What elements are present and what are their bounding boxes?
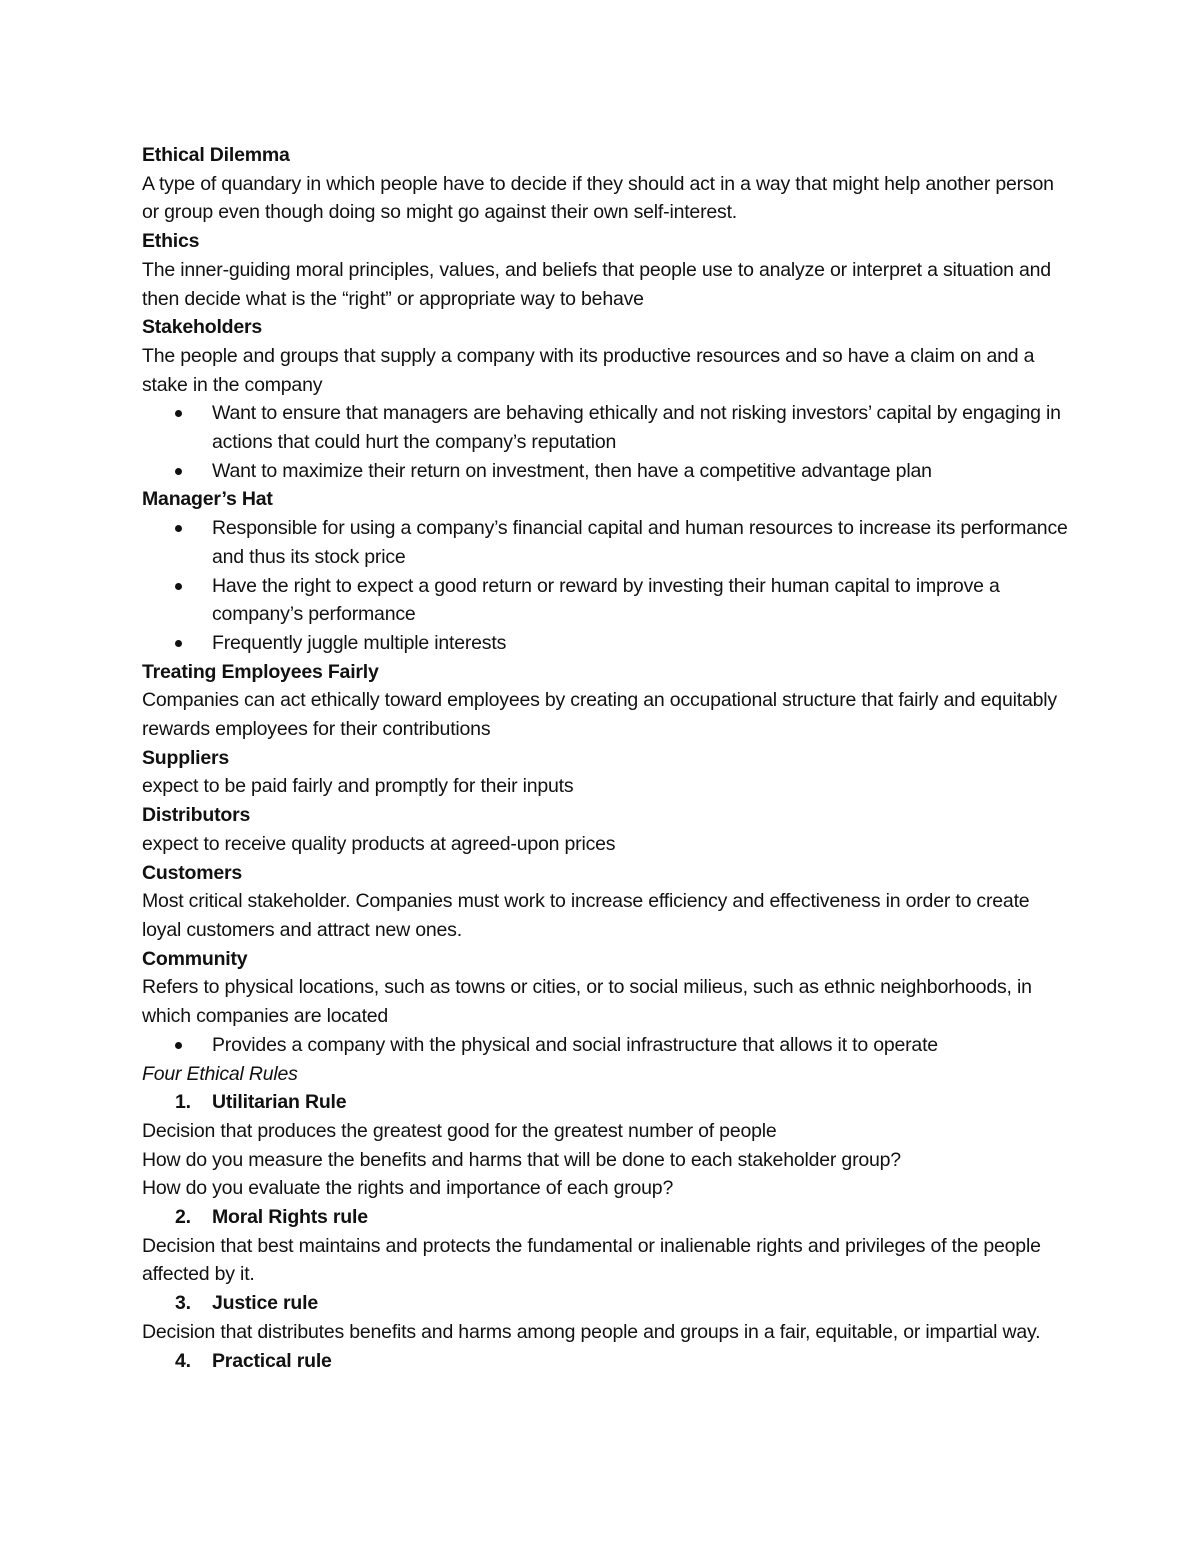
numbered-item-justice — [142, 1289, 1072, 1318]
rule-description: Decision that distributes benefits and harms among people and groups in a fair, equitable, or impartial way. — [142, 1320, 1041, 1343]
definition-treating-employees: Companies can act ethically toward employees by creating an occupational structure that fairly and equitably rewards employees for their contributions — [142, 689, 1057, 741]
heading-stakeholders: Stakeholders — [142, 316, 263, 339]
list-number: 1. — [175, 1091, 191, 1114]
heading-ethical-dilemma: Ethical Dilemma — [142, 144, 290, 166]
heading-distributors: Distributors — [142, 804, 251, 827]
heading-community: Community — [142, 947, 248, 970]
definition-stakeholders: The people and groups that supply a company with its productive resources and so have a claim on and a stake in the company — [142, 344, 1035, 396]
rule-title: Moral Rights rule — [212, 1206, 368, 1229]
definition-suppliers: expect to be paid fairly and promptly for their inputs — [142, 775, 574, 798]
definition-ethics: The inner-guiding moral principles, values, and beliefs that people use to analyze or interpret a situation and then decide what is the “right” or appropriate way to behave — [142, 258, 1051, 310]
definition-customers: Most critical stakeholder. Companies must work to increase efficiency and effectiveness in order to create loyal customers and attract new ones. — [142, 890, 1030, 941]
rule-title: Justice rule — [212, 1292, 318, 1315]
bullet-item: Want to maximize their return on investment, then have a competitive advantage plan — [142, 457, 1072, 486]
bullet-item: Frequently juggle multiple interests — [142, 629, 1072, 658]
bullet-item: Provides a company with the physical and social infrastructure that allows it to operate — [142, 1031, 1072, 1060]
bullet-item: Have the right to expect a good return or reward by investing their human capital to improve a company’s performance — [142, 572, 1072, 629]
rule-description: How do you measure the benefits and harms that will be done to each stakeholder group? — [142, 1148, 901, 1171]
definition-ethical-dilemma: A type of quandary in which people have to decide if they should act in a way that might help another person or group even though doing so might go against their own self-interest. — [142, 172, 1054, 224]
rule-title: Utilitarian Rule — [212, 1091, 347, 1114]
heading-four-ethical-rules: Four Ethical Rules — [142, 1062, 298, 1085]
rule-description: How do you evaluate the rights and importance of each group? — [142, 1177, 674, 1200]
list-number: 4. — [175, 1349, 191, 1372]
list-number: 3. — [175, 1292, 191, 1315]
numbered-item-practical — [142, 1347, 1072, 1376]
numbered-item-utilitarian — [142, 1088, 1072, 1117]
heading-treating-employees: Treating Employees Fairly — [142, 660, 379, 683]
definition-community: Refers to physical locations, such as towns or cities, or to social milieus, such as ethnic neighborhoods, in which companies are located — [142, 976, 1032, 1028]
bullet-item: Want to ensure that managers are behaving ethically and not risking investors’ capital by engaging in actions that could hurt the company’s reputation — [142, 399, 1072, 456]
heading-ethics: Ethics — [142, 230, 200, 253]
heading-suppliers: Suppliers — [142, 746, 230, 769]
rule-description: Decision that best maintains and protects the fundamental or inalienable rights and privileges of the people affected by it. — [142, 1234, 1041, 1286]
heading-managers-hat: Manager’s Hat — [142, 488, 273, 511]
document-page — [142, 141, 1072, 1375]
bullet-item: Responsible for using a company’s financial capital and human resources to increase its performance and thus its stock price — [142, 514, 1072, 571]
rule-title: Practical rule — [212, 1349, 332, 1372]
heading-customers: Customers — [142, 861, 243, 884]
definition-distributors: expect to receive quality products at agreed-upon prices — [142, 832, 616, 855]
list-number: 2. — [175, 1206, 191, 1229]
numbered-item-moral-rights — [142, 1203, 1072, 1232]
rule-description: Decision that produces the greatest good for the greatest number of people — [142, 1119, 777, 1142]
